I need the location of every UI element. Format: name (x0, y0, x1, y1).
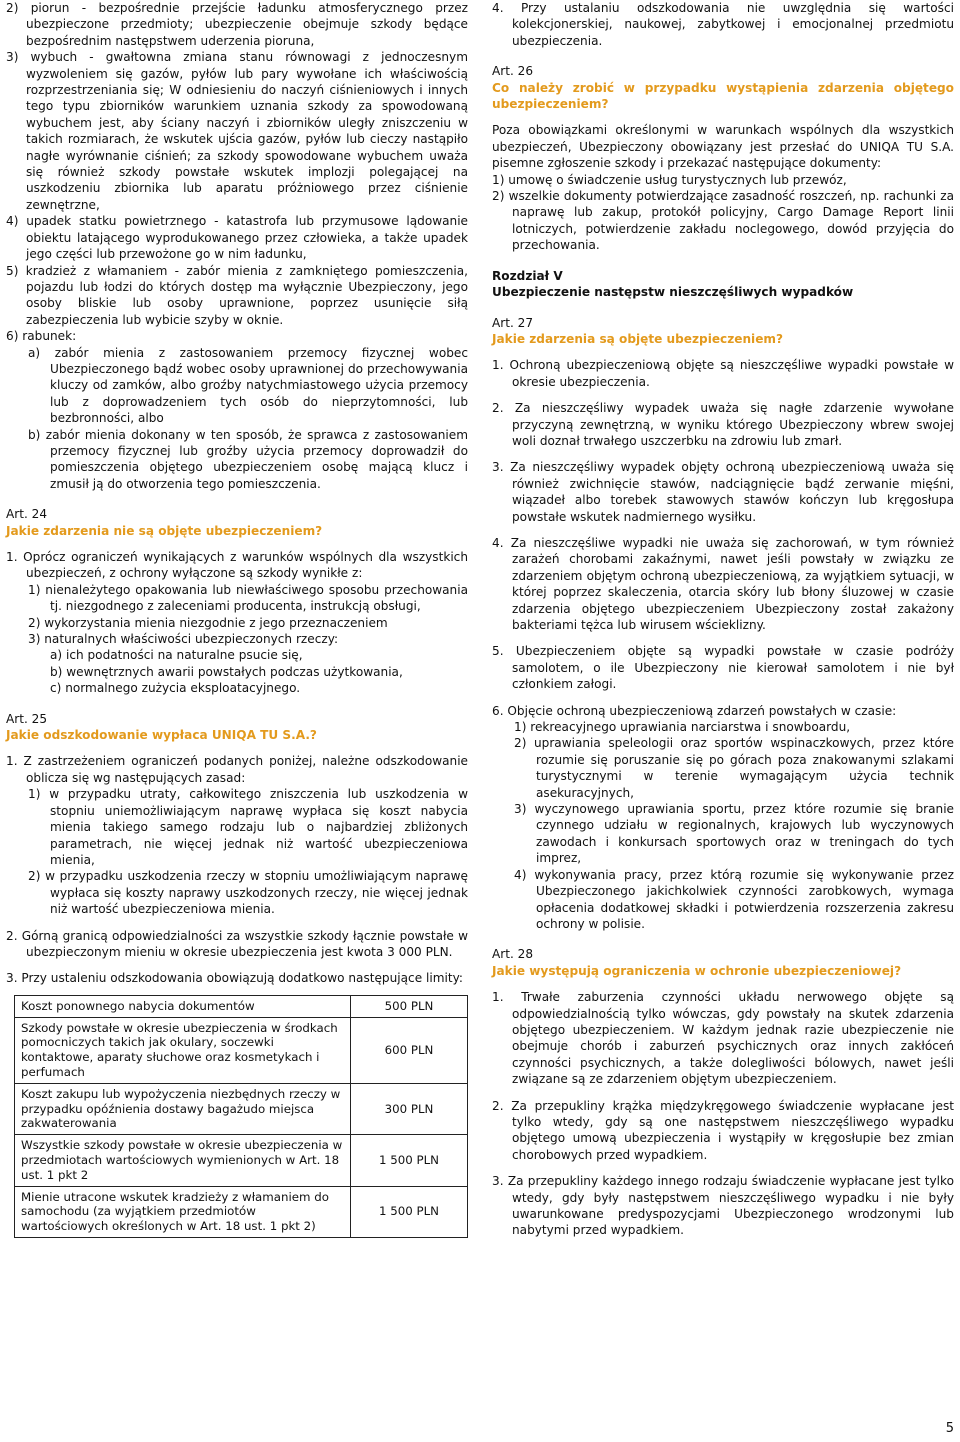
left-column (6, 0, 468, 1238)
table-row (15, 1186, 468, 1237)
list-item: 5. Ubezpieczeniem objęte są wypadki powstałe w czasie podróży samolotem, o ile Ubezpieczony nie kierował samolotem i nie był członkiem załogi. (492, 644, 954, 692)
table-cell-value: 300 PLN (351, 1083, 468, 1134)
table-cell-value: 600 PLN (351, 1017, 468, 1083)
table-cell-value: 500 PLN (351, 995, 468, 1017)
table-row (15, 1135, 468, 1186)
table-cell-label: Koszt ponownego nabycia dokumentów (15, 995, 351, 1017)
list-item: b) zabór mienia dokonany w ten sposób, że sprawca z zastosowaniem przemocy fizycznej lub groźby użycia przemocy doprowadził do pomieszczenia objętego ubezpieczeniem osobę mającą klucz i zmusił ją do otworzenia tego pomieszczenia. (28, 427, 468, 491)
table-cell-label: Mienie utracone wskutek kradzieży z włamaniem do samochodu (za wyjątkiem przedmiotów wartościowych określonych w Art. 18 ust. 1 pkt 2) (15, 1186, 351, 1237)
paragraph: Poza obowiązkami określonymi w warunkach wspólnych dla wszystkich ubezpieczeń, Ubezpieczony obowiązany jest przesłać do UNIQA TU S.A. pisemne zgłoszenie szkody i przekazać następujące dokumenty: (492, 123, 954, 171)
chapter-title: Ubezpieczenie następstw nieszczęśliwych wypadków (492, 285, 854, 300)
list-item: 1) rekreacyjnego uprawiania narciarstwa i snowboardu, (514, 720, 851, 735)
list-item: a) ich podatności na naturalne psucie się, (50, 648, 303, 663)
article-number: Art. 25 (6, 711, 48, 726)
paragraph: 1. Z zastrzeżeniem ograniczeń podanych poniżej, należne odszkodowanie oblicza się wg następujących zasad: (6, 754, 468, 785)
list-item: a) zabór mienia z zastosowaniem przemocy fizycznej wobec Ubezpieczonego bądź wobec osoby uprawnionej do przechowywania kluczy od zamków, albo groźby natychmiastowego użycia przemocy lub z doprowadzeniem tych osób do nieprzytomności, lub bezbronności, albo (28, 345, 468, 426)
list-item: 1. Ochroną ubezpieczeniową objęte są nieszczęśliwe wypadki powstałe w okresie ubezpieczenia. (492, 358, 954, 389)
article-number: Art. 24 (6, 507, 48, 522)
list-item: 3. Za przepukliny każdego innego rodzaju świadczenie wypłacane jest tylko wtedy, gdy były następstwem nieszczęśliwego wypadku i nie były uwarunkowane predyspozycjami Ubezpieczonego wrodzonymi lub nabytymi przed wypadkiem. (492, 1174, 954, 1238)
table-row (15, 1017, 468, 1083)
list-item: 4) upadek statku powietrznego - katastrofa lub przymusowe lądowanie obiektu latającego wyprodukowanego przez człowieka, a także upadek jego części lub przewożone go w nim ładunku, (6, 214, 468, 262)
article-title: Jakie zdarzenia są objęte ubezpieczeniem? (492, 331, 784, 346)
table-cell-value: 1 500 PLN (351, 1186, 468, 1237)
paragraph: 2. Górną granicą odpowiedzialności za wszystkie szkody łącznie powstałe w ubezpieczonym mieniu w okresie ubezpieczenia jest kwota 3 000 PLN. (6, 928, 468, 959)
table-cell-label: Koszt zakupu lub wypożyczenia niezbędnych rzeczy w przypadku opóźnienia dostawy bagażudo miejsca zakwaterowania (15, 1083, 351, 1134)
paragraph: 4. Przy ustalaniu odszkodowania nie uwzględnia się wartości kolekcjonerskiej, naukowej, zabytkowej i emocjonalnej przedmiotu ubezpieczenia. (492, 1, 954, 48)
list-item: 2) wykorzystania mienia niezgodnie z jego przeznaczeniem (28, 615, 388, 630)
list-item: 3) wyczynowego uprawiania sportu, przez które rozumie się branie czynnego udziału w regionalnych, krajowych lub wyczynowych zawodach i konkursach sportowych oraz w treningach do tych imprez, (514, 802, 954, 866)
article-number: Art. 27 (492, 315, 534, 330)
article-title: Jakie występują ograniczenia w ochronie ubezpieczeniowej? (492, 963, 902, 978)
table-cell-value: 1 500 PLN (351, 1135, 468, 1186)
table-row (15, 1083, 468, 1134)
list-item: 5) kradzież z włamaniem - zabór mienia z zamkniętego pomieszczenia, pojazdu lub łodzi do których dostęp ma wyłącznie Ubezpieczony, jego osoby bliskie lub osoby uprawnione, poprzez usunięcie siłą zabezpieczenia lub wybicie szyby w oknie. (6, 263, 468, 327)
table-cell-label: Szkody powstałe w okresie ubezpieczenia w środkach pomocniczych takich jak okulary, soczewki kontaktowe, aparaty słuchowe oraz kosmetykach i perfumach (15, 1017, 351, 1083)
list-item: 4. Za nieszczęśliwe wypadki nie uważa się zachorowań, w tym również zarażeń chorobami zakaźnymi, nawet jeśli powstały w związku ze zdarzeniem objętym ochroną ubezpieczeniową, za wyjątkiem sytuacji, w której poprzez skaleczenia, otarcia skóry lub błony śluzowej w czasie zdarzenia objętego ubezpieczeniem Ubezpieczony został zakażony bakteriami tężca lub wirusem wścieklizny. (492, 535, 954, 632)
paragraph: 3. Przy ustaleniu odszkodowania obowiązują dodatkowo następujące limity: (6, 971, 463, 986)
article-title: Jakie odszkodowanie wypłaca UNIQA TU S.A.? (6, 728, 317, 743)
list-item: 1) w przypadku utraty, całkowitego zniszczenia lub uszkodzenia w stopniu uniemożliwiającym naprawę wypłaca się koszt nabycia mienia takiego samego rodzaju lub o najbardziej zbliżonych parametrach, nie więcej jednak niż wartość ubezpieczeniowa mienia, (28, 787, 468, 867)
list-item: 2) w przypadku uszkodzenia rzeczy w stopniu umożliwiającym naprawę wypłaca się koszty naprawy uszkodzonych rzeczy, nie więcej jednak niż wartość ubezpieczeniowa mienia. (28, 869, 468, 917)
table-cell-label: Wszystkie szkody powstałe w okresie ubezpieczenia w przedmiotach wartościowych wymienionych w Art. 18 ust. 1 pkt 2 (15, 1135, 351, 1186)
list-item: 4) wykonywania pracy, przez którą rozumie się wykonywanie przez Ubezpieczonego jakichkolwiek czynności zarobkowych, wymaga opłacenia dodatkowej składki i potwierdzenia rozszerzenia zakresu ochrony w polisie. (514, 867, 954, 931)
list-item: c) normalnego zużycia eksploatacyjnego. (50, 681, 301, 696)
page-number: 5 (945, 1421, 954, 1436)
list-item: 1) umowę o świadczenie usług turystycznych lub przewóz, (492, 172, 847, 187)
table-row (15, 995, 468, 1017)
list-item: 2) piorun - bezpośrednie przejście ładunku atmosferycznego przez ubezpieczone przedmioty; ubezpieczenie obejmuje szkody będące bezpośrednim następstwem uderzenia pioruna, (6, 1, 468, 48)
list-item: b) wewnętrznych awarii powstałych podczas użytkowania, (50, 664, 403, 679)
article-number: Art. 28 (492, 947, 534, 962)
list-item: 1. Oprócz ograniczeń wynikających z warunków wspólnych dla wszystkich ubezpieczeń, z ochrony wyłączone są szkody wynikłe z: (6, 550, 468, 581)
list-item: 2) uprawiania speleologii oraz sportów wspinaczkowych, przez które rozumie się poruszanie się po górach poza znakowanymi szlakami turystycznymi w terenie wymagającym użycia technik asekuracyjnych, (514, 736, 954, 800)
right-column (492, 0, 954, 1239)
list-item: 1) nienależytego opakowania lub niewłaściwego sposobu przechowania tj. niezgodnego z zaleceniami producenta, instrukcją obsługi, (28, 582, 468, 614)
list-item: 3) naturalnych właściwości ubezpieczonych rzeczy: (28, 632, 339, 647)
list-item: 6) rabunek: (6, 329, 77, 344)
list-item: 2. Za nieszczęśliwy wypadek uważa się nagłe zdarzenie wywołane przyczyną zewnętrzną, w wyniku którego Ubezpieczony wbrew swojej woli doznał trwałego uszczerbku na zdrowiu lub zmarł. (492, 401, 954, 448)
list-item: 3) wybuch - gwałtowna zmiana stanu równowagi z jednoczesnym wyzwoleniem się gazów, pyłów lub pary wywołane ich właściwością rozprzestrzeniania się; W odniesieniu do naczyń ciśnieniowych i innych tego typu zbiorników warunkiem uznania szkody za spowodowaną wybuchem jest, aby ściany naczyń i zbiorników uległy zniszczeniu w takich rozmiarach, że wskutek ujścia gazów, pyłów lub cieczy nastąpiło nagłe wyrównanie ciśnień; za szkody spowodowane wybuchem uważa się również szkody powstałe wskutek implozji polegającej na uszkodzeniu zbiornika lub aparatu próżniowego przez ciśnienie zewnętrzne, (6, 50, 468, 212)
article-title: Co należy zrobić w przypadku wystąpienia zdarzenia objętego ubezpieczeniem? (492, 80, 954, 112)
limits-table (14, 995, 468, 1238)
article-title: Jakie zdarzenia nie są objęte ubezpieczeniem? (6, 523, 323, 538)
chapter-number: Rozdział V (492, 268, 563, 283)
list-item: 3. Za nieszczęśliwy wypadek objęty ochroną ubezpieczeniową uważa się również zwichnięcie stawów, nadciągnięcie bądź zerwanie mięśni, wiązadeł albo torebek stawowych stawów kończyn lub kręgosłupa powstałe wskutek nadmiernego wysiłku. (492, 460, 954, 524)
paragraph: 6. Objęcie ochroną ubezpieczeniową zdarzeń powstałych w czasie: (492, 703, 897, 718)
list-item: 1. Trwałe zaburzenia czynności układu nerwowego objęte są odpowiedzialnością tylko wówczas, gdy powstały na skutek zdarzenia objętego ubezpieczeniem. W każdym jednak razie ubezpieczenie nie obejmuje chorób i zaburzeń psychicznych oraz innych zakłóceń czynności psychicznych, a także dolegliwości bólowych, nawet jeśli związane są ze zdarzeniem objętym ubezpieczeniem. (492, 990, 954, 1087)
list-item: 2) wszelkie dokumenty potwierdzające zasadność roszczeń, np. rachunki za naprawę lub zakup, protokół policyjny, Cargo Damage Report linii lotniczych, potwierdzenie zakładu noclegowego, dowód przyjęcia do przechowania. (492, 189, 954, 253)
list-item: 2. Za przepukliny krążka międzykręgowego świadczenie wypłacane jest tylko wtedy, gdy są one następstwem nieszczęśliwego wypadku objętego umową ubezpieczenia i wystąpiły w kręgosłupie bez zmian chorobowych przed wypadkiem. (492, 1098, 954, 1162)
article-number: Art. 26 (492, 64, 534, 79)
